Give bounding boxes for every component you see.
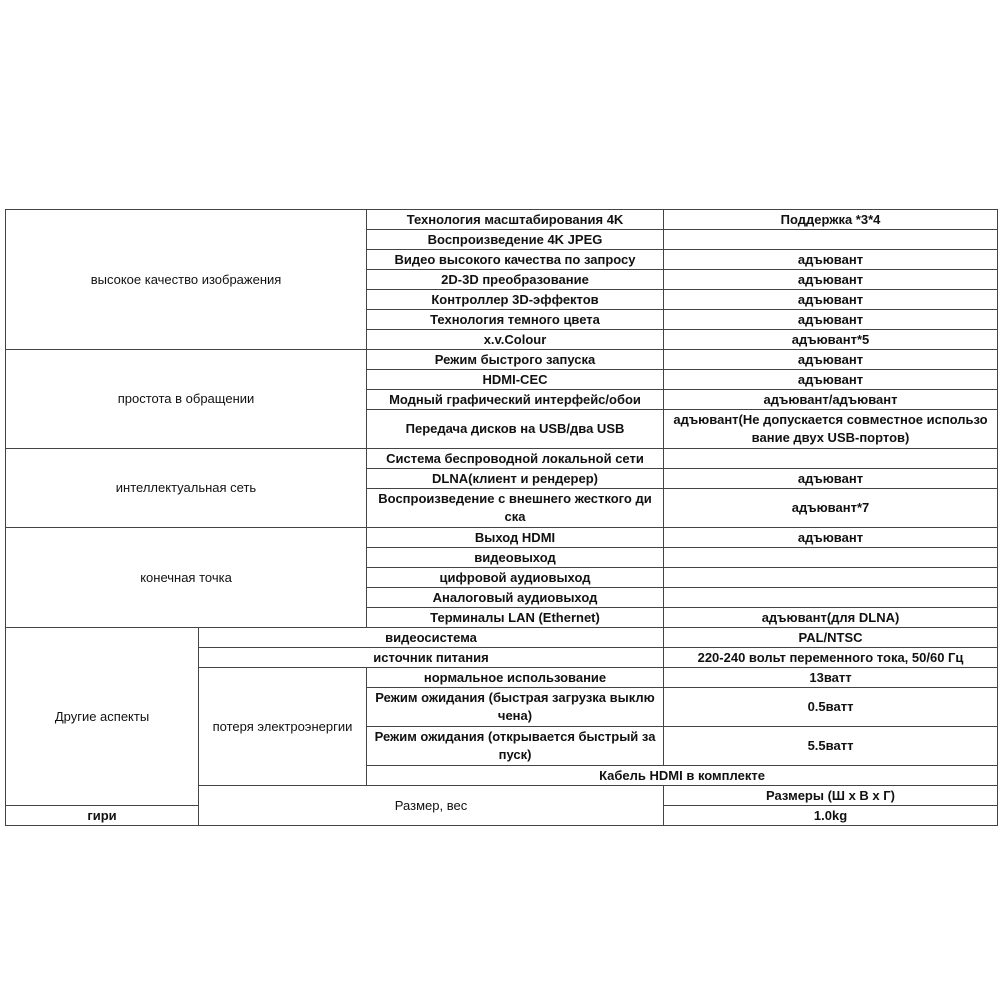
spec-value: адъювант <box>664 310 998 330</box>
table-row <box>6 528 998 548</box>
spec-value: адъювант <box>664 350 998 370</box>
spec-value: адъювант <box>664 290 998 310</box>
spec-value: адъювант*7 <box>664 489 998 528</box>
spec-label: DLNA(клиент и рендерер) <box>367 469 664 489</box>
table-row <box>6 210 998 230</box>
spec-label: Аналоговый аудиовыход <box>367 588 664 608</box>
spec-label: Терминалы LAN (Ethernet) <box>367 608 664 628</box>
spec-value: адъювант/адъювант <box>664 390 998 410</box>
spec-label: Режим ожидания (быстрая загрузка выклю чена) <box>367 688 664 727</box>
spec-value <box>664 449 998 469</box>
spec-label: Модный графический интерфейс/обои <box>367 390 664 410</box>
spec-label: Режим быстрого запуска <box>367 350 664 370</box>
spec-value: 220-240 вольт переменного тока, 50/60 Гц <box>664 648 998 668</box>
spec-label: HDMI-CEC <box>367 370 664 390</box>
spec-value: 5.5ватт <box>664 727 998 766</box>
spec-label: Система беспроводной локальной сети <box>367 449 664 469</box>
spec-label: источник питания <box>199 648 664 668</box>
spec-value: адъювант(для DLNA) <box>664 608 998 628</box>
table-row <box>6 350 998 370</box>
category-cell: простота в обращении <box>6 350 367 449</box>
table-row <box>6 628 998 648</box>
spec-value <box>664 568 998 588</box>
spec-label: Технология масштабирования 4K <box>367 210 664 230</box>
cropped-header-remnant <box>200 197 620 207</box>
spec-label: Выход HDMI <box>367 528 664 548</box>
spec-value: 13ватт <box>664 668 998 688</box>
spec-label: Режим ожидания (открывается быстрый за пуск) <box>367 727 664 766</box>
spec-value: адъювант*5 <box>664 330 998 350</box>
spec-label: гири <box>6 806 199 826</box>
spec-value: адъювант <box>664 469 998 489</box>
spec-label: видеовыход <box>367 548 664 568</box>
category-cell: конечная точка <box>6 528 367 628</box>
spec-value: адъювант <box>664 528 998 548</box>
spec-label: Воспроизведение 4K JPEG <box>367 230 664 250</box>
spec-value <box>664 548 998 568</box>
spec-value <box>664 588 998 608</box>
category-cell: высокое качество изображения <box>6 210 367 350</box>
spec-label: Технология темного цвета <box>367 310 664 330</box>
spec-value: адъювант <box>664 370 998 390</box>
spec-label: Кабель HDMI в комплекте <box>367 766 998 786</box>
category-cell: Другие аспекты <box>6 628 199 806</box>
spec-label: нормальное использование <box>367 668 664 688</box>
spec-value: адъювант <box>664 250 998 270</box>
table-row <box>6 449 998 469</box>
spec-value: адъювант <box>664 270 998 290</box>
spec-label: Воспроизведение с внешнего жесткого ди ска <box>367 489 664 528</box>
spec-label: Контроллер 3D-эффектов <box>367 290 664 310</box>
spec-table <box>5 209 998 826</box>
spec-value: 1.0kg <box>664 806 998 826</box>
spec-value <box>664 230 998 250</box>
spec-label: Размеры (Ш x В x Г) <box>664 786 998 806</box>
category-cell: Размер, вес <box>199 786 664 826</box>
spec-value: 0.5ватт <box>664 688 998 727</box>
spec-value: адъювант(Не допускается совместное использо вание двух USB-портов) <box>664 410 998 449</box>
subcategory-cell: потеря электроэнергии <box>199 668 367 786</box>
category-cell: интеллектуальная сеть <box>6 449 367 528</box>
spec-label: x.v.Colour <box>367 330 664 350</box>
spec-label: цифровой аудиовыход <box>367 568 664 588</box>
spec-label: 2D-3D преобразование <box>367 270 664 290</box>
spec-value: Поддержка *3*4 <box>664 210 998 230</box>
spec-label: Видео высокого качества по запросу <box>367 250 664 270</box>
spec-label: Передача дисков на USB/два USB <box>367 410 664 449</box>
spec-value: PAL/NTSC <box>664 628 998 648</box>
spec-label: видеосистема <box>199 628 664 648</box>
